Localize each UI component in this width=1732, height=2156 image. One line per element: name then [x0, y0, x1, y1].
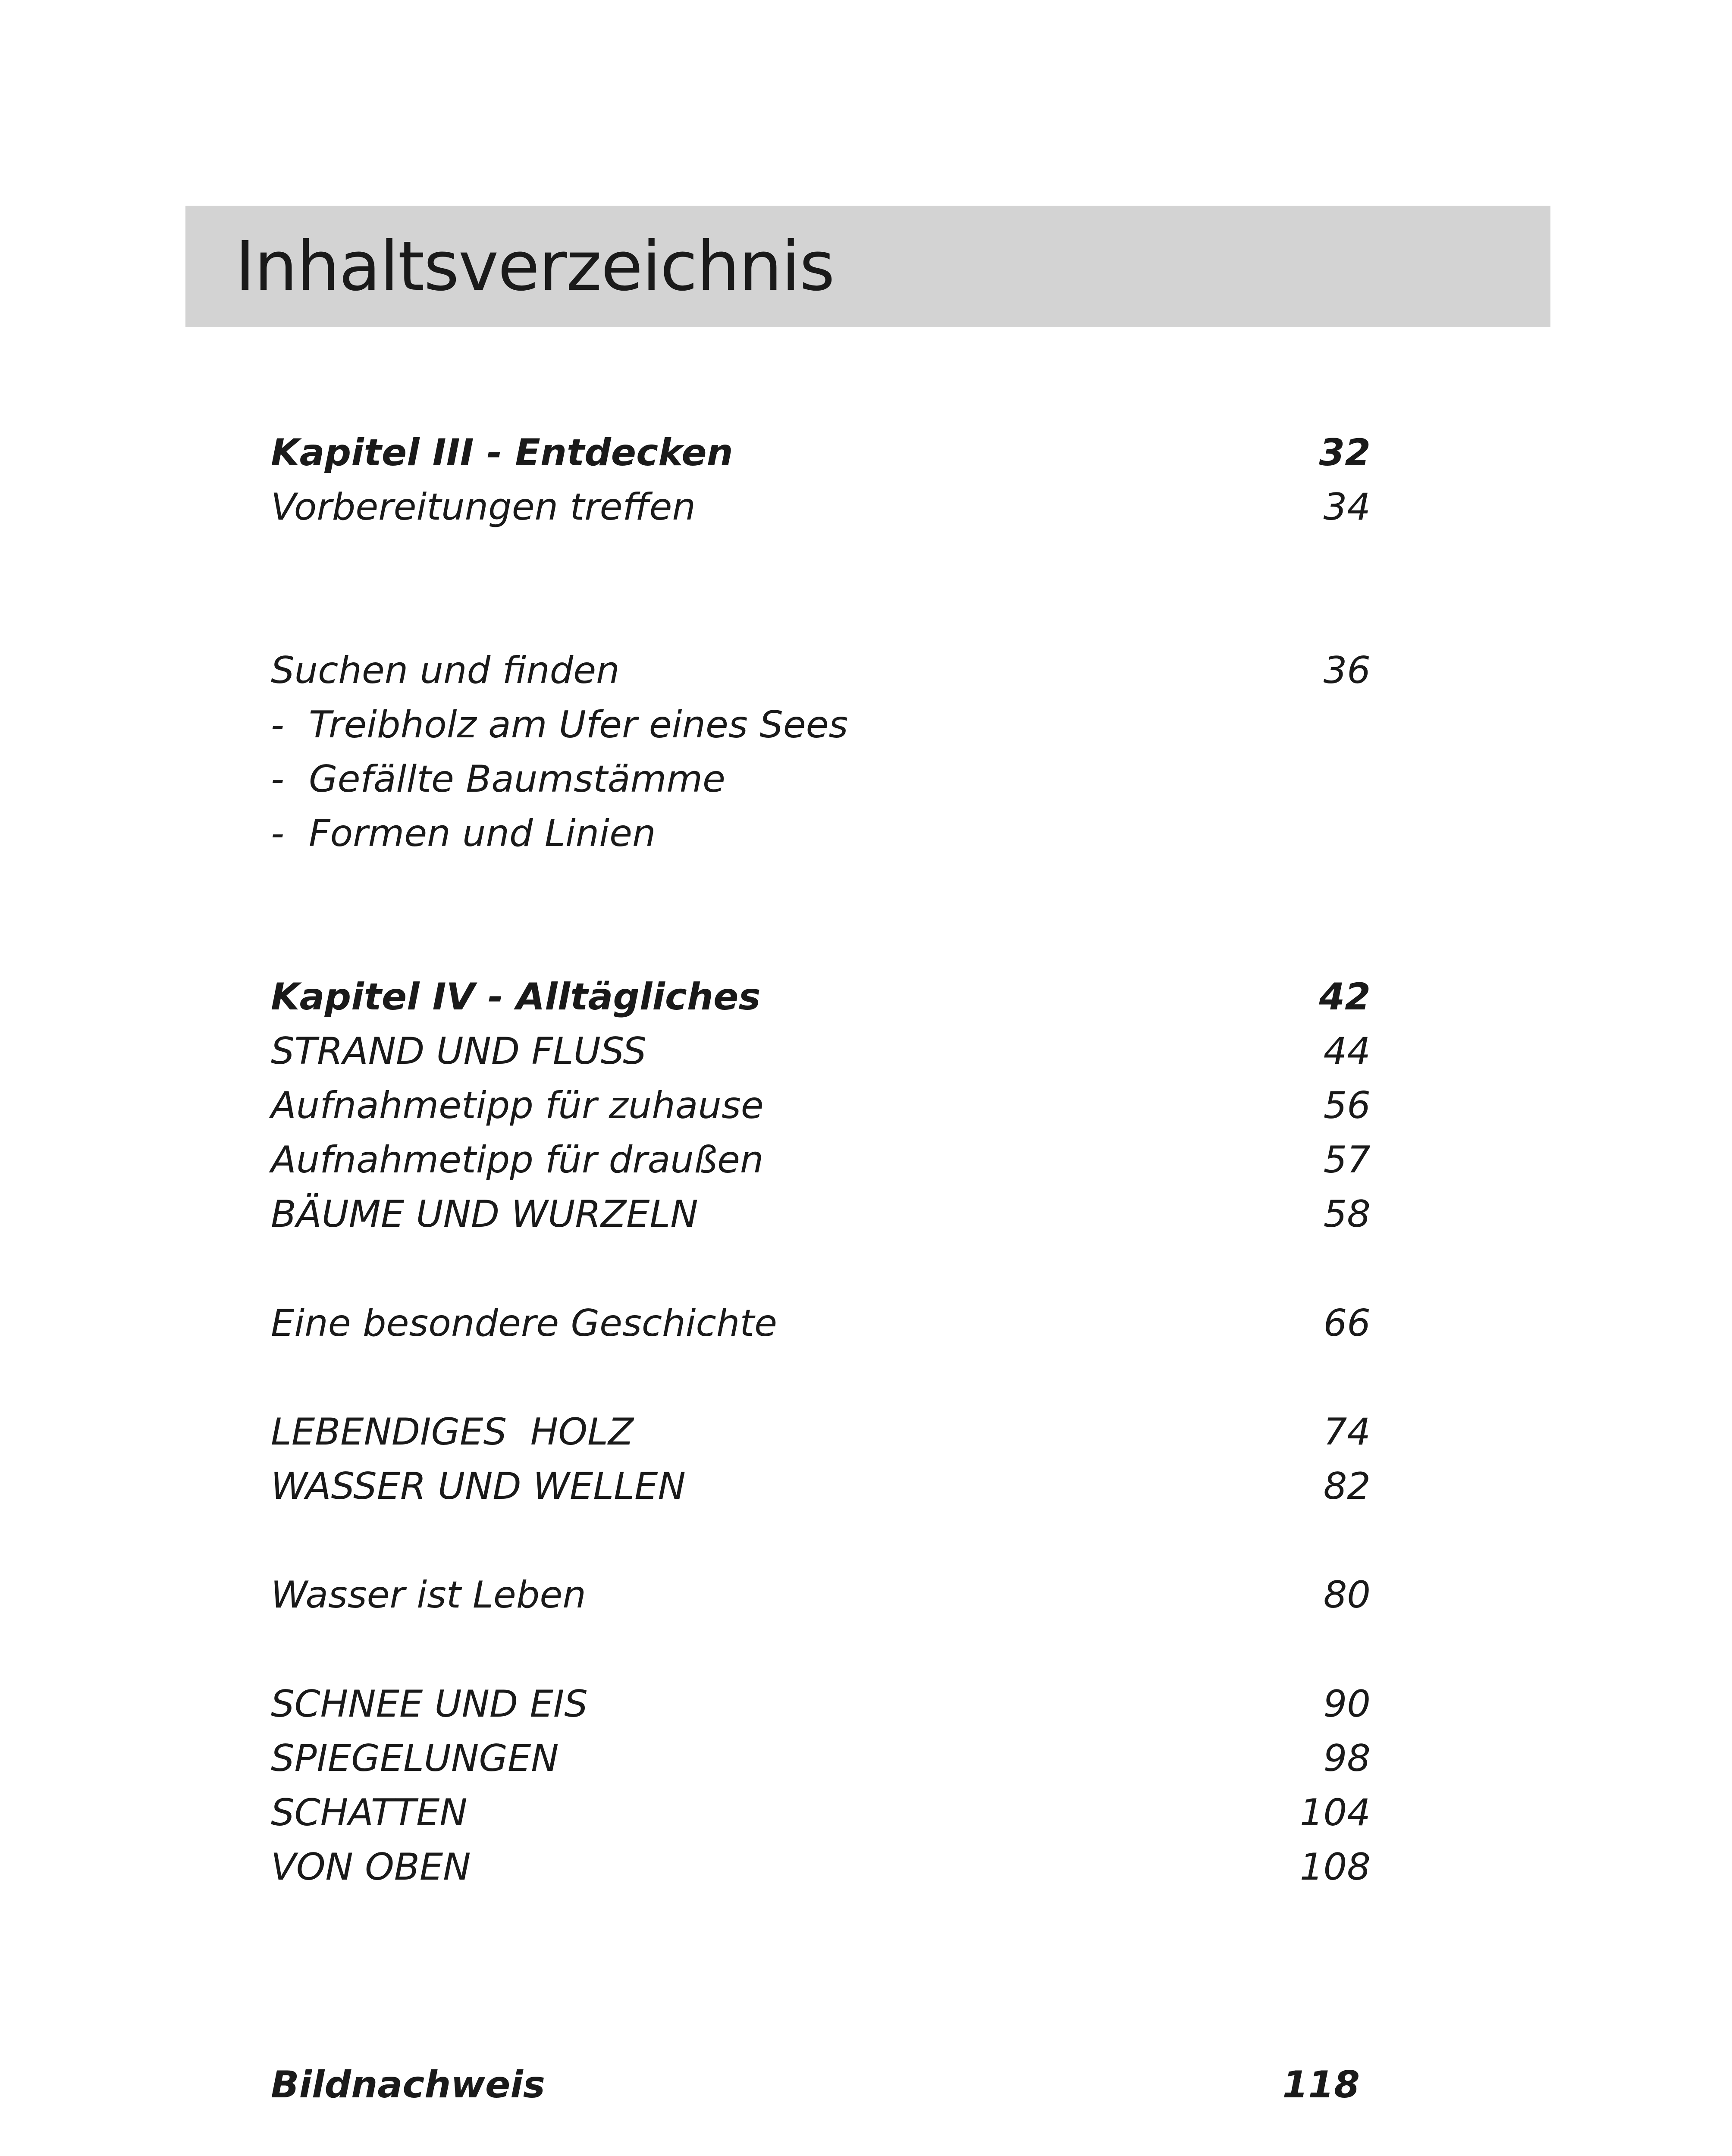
toc-entry-page: 58: [1323, 1193, 1371, 1236]
toc-entry-page: 104: [1299, 1791, 1371, 1834]
toc-entry-label: Eine besondere Geschichte: [271, 1302, 777, 1345]
toc-entry-label: BÄUME UND WURZELN: [271, 1193, 698, 1236]
toc-entry: [271, 1023, 1371, 1079]
toc-entry-label: Kapitel III - Entdecken: [271, 431, 733, 474]
toc-entry: [271, 1839, 1371, 1895]
toc-subentry-label: Formen und Linien: [309, 812, 656, 855]
toc-subentry-label: Gefällte Baumstämme: [309, 758, 725, 801]
toc-entry-page: 66: [1323, 1302, 1371, 1345]
toc-entry-label: Aufnahmetipp für draußen: [271, 1138, 764, 1181]
toc-entry-page: 42: [1319, 975, 1371, 1018]
toc-entry-label: SPIEGELUNGEN: [271, 1737, 559, 1780]
toc-entry-page: 56: [1323, 1084, 1371, 1127]
toc-entry-page: 82: [1323, 1465, 1371, 1508]
table-of-contents: [271, 0, 1371, 2156]
toc-entry-label: Kapitel IV - Alltägliches: [271, 975, 761, 1018]
toc-entry: [271, 1676, 1371, 1732]
toc-subentry: [271, 805, 1371, 862]
toc-entry-label: STRAND UND FLUSS: [271, 1030, 646, 1073]
toc-entry: [271, 1730, 1371, 1786]
toc-chapter-entry: [271, 425, 1371, 481]
toc-entry: [271, 1132, 1371, 1188]
toc-entry: [271, 1078, 1371, 1134]
toc-entry-page: 74: [1323, 1410, 1371, 1454]
toc-entry: [271, 1458, 1371, 1514]
toc-entry-label: LEBENDIGES HOLZ: [271, 1410, 634, 1454]
toc-chapter-entry: [271, 2057, 1360, 2113]
toc-subentry-label: Treibholz am Ufer eines Sees: [309, 703, 848, 746]
toc-subentry: [271, 751, 1371, 807]
toc-entry-label: VON OBEN: [271, 1846, 471, 1889]
toc-entry: [271, 642, 1371, 699]
toc-entry-page: 44: [1323, 1030, 1371, 1073]
page-title: Inhaltsverzeichnis: [235, 227, 834, 306]
toc-entry-label: Aufnahmetipp für zuhause: [271, 1084, 764, 1127]
toc-entry: [271, 479, 1371, 535]
toc-entry-label: WASSER UND WELLEN: [271, 1465, 686, 1508]
toc-entry-label: Wasser ist Leben: [271, 1573, 586, 1617]
toc-entry-label: Suchen und finden: [271, 649, 620, 692]
toc-entry-page: 34: [1323, 486, 1371, 529]
dash-bullet: -: [271, 703, 285, 746]
toc-entry-label: Bildnachweis: [271, 2063, 545, 2106]
toc-entry-page: 36: [1323, 649, 1371, 692]
toc-entry: [271, 1186, 1371, 1242]
toc-entry-page: 118: [1282, 2063, 1360, 2106]
toc-entry-page: 98: [1323, 1737, 1371, 1780]
toc-chapter-entry: [271, 969, 1371, 1025]
toc-entry-page: 57: [1323, 1138, 1371, 1181]
toc-entry: [271, 1295, 1371, 1351]
toc-entry-label: Vorbereitungen treffen: [271, 486, 696, 529]
toc-entry-page: 108: [1299, 1846, 1371, 1889]
toc-entry-page: 80: [1323, 1573, 1371, 1617]
toc-entry-label: SCHATTEN: [271, 1791, 468, 1834]
toc-entry-page: 90: [1323, 1683, 1371, 1726]
toc-entry: [271, 1567, 1371, 1623]
toc-entry: [271, 1785, 1371, 1841]
toc-entry-page: 32: [1319, 431, 1371, 474]
toc-entry-label: SCHNEE UND EIS: [271, 1683, 588, 1726]
toc-entry: [271, 1404, 1371, 1460]
toc-subentry: [271, 697, 1371, 753]
dash-bullet: -: [271, 758, 285, 801]
dash-bullet: -: [271, 812, 285, 855]
